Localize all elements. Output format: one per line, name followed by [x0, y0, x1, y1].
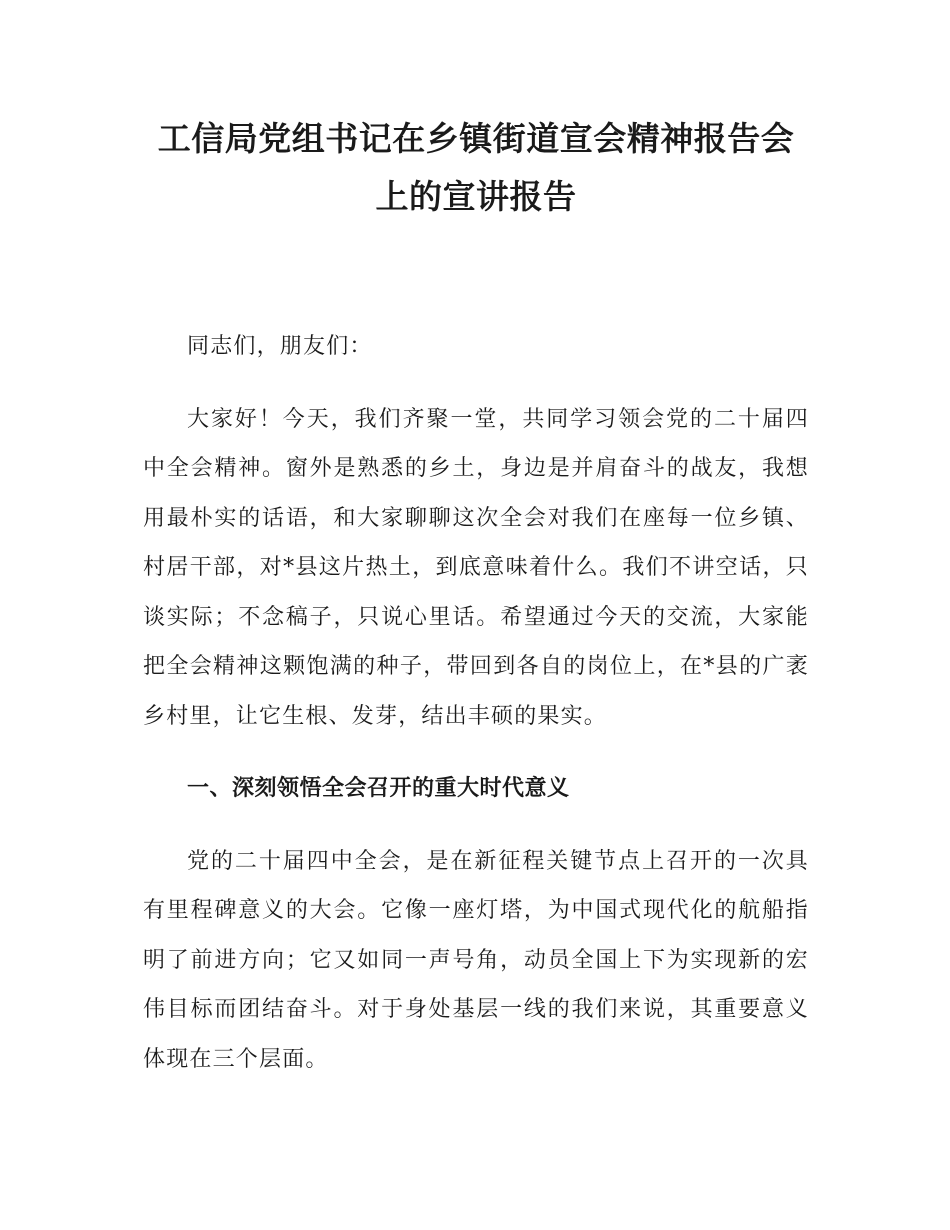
section-heading: 一、深刻领悟全会召开的重大时代意义: [187, 776, 570, 801]
salutation: 同志们，朋友们：: [187, 334, 373, 359]
document-title: 工信局党组书记在乡镇街道宣会精神报告会上的宣讲报告: [157, 119, 795, 216]
title-spacer: [143, 226, 809, 322]
body-paragraph-intro: 大家好！今天，我们齐聚一堂，共同学习领会党的二十届四中全会精神。窗外是熟悉的乡土，身边是并肩奋斗的战友，我想用最朴实的话语，和大家聊聊这次全会对我们在座每一位乡镇、村居干部，对*县这片热土，到底意味着什么。我们不讲空话，只谈实际；不念稿子，只说心里话。希望通过今天的交流，大家能把全会精神这颗饱满的种子，带回到各自的岗位上，在*县的广袤乡村里，让它生根、发芽，结出丰硕的果实。: [143, 406, 809, 729]
document-page: [143, 110, 809, 1084]
body-paragraph-significance: 党的二十届四中全会，是在新征程关键节点上召开的一次具有里程碑意义的大会。它像一座灯塔，为中国式现代化的航船指明了前进方向；它又如同一声号角，动员全国上下为实现新的宏伟目标而团结奋斗。对于身处基层一线的我们来说，其重要意义体现在三个层面。: [143, 848, 809, 1072]
